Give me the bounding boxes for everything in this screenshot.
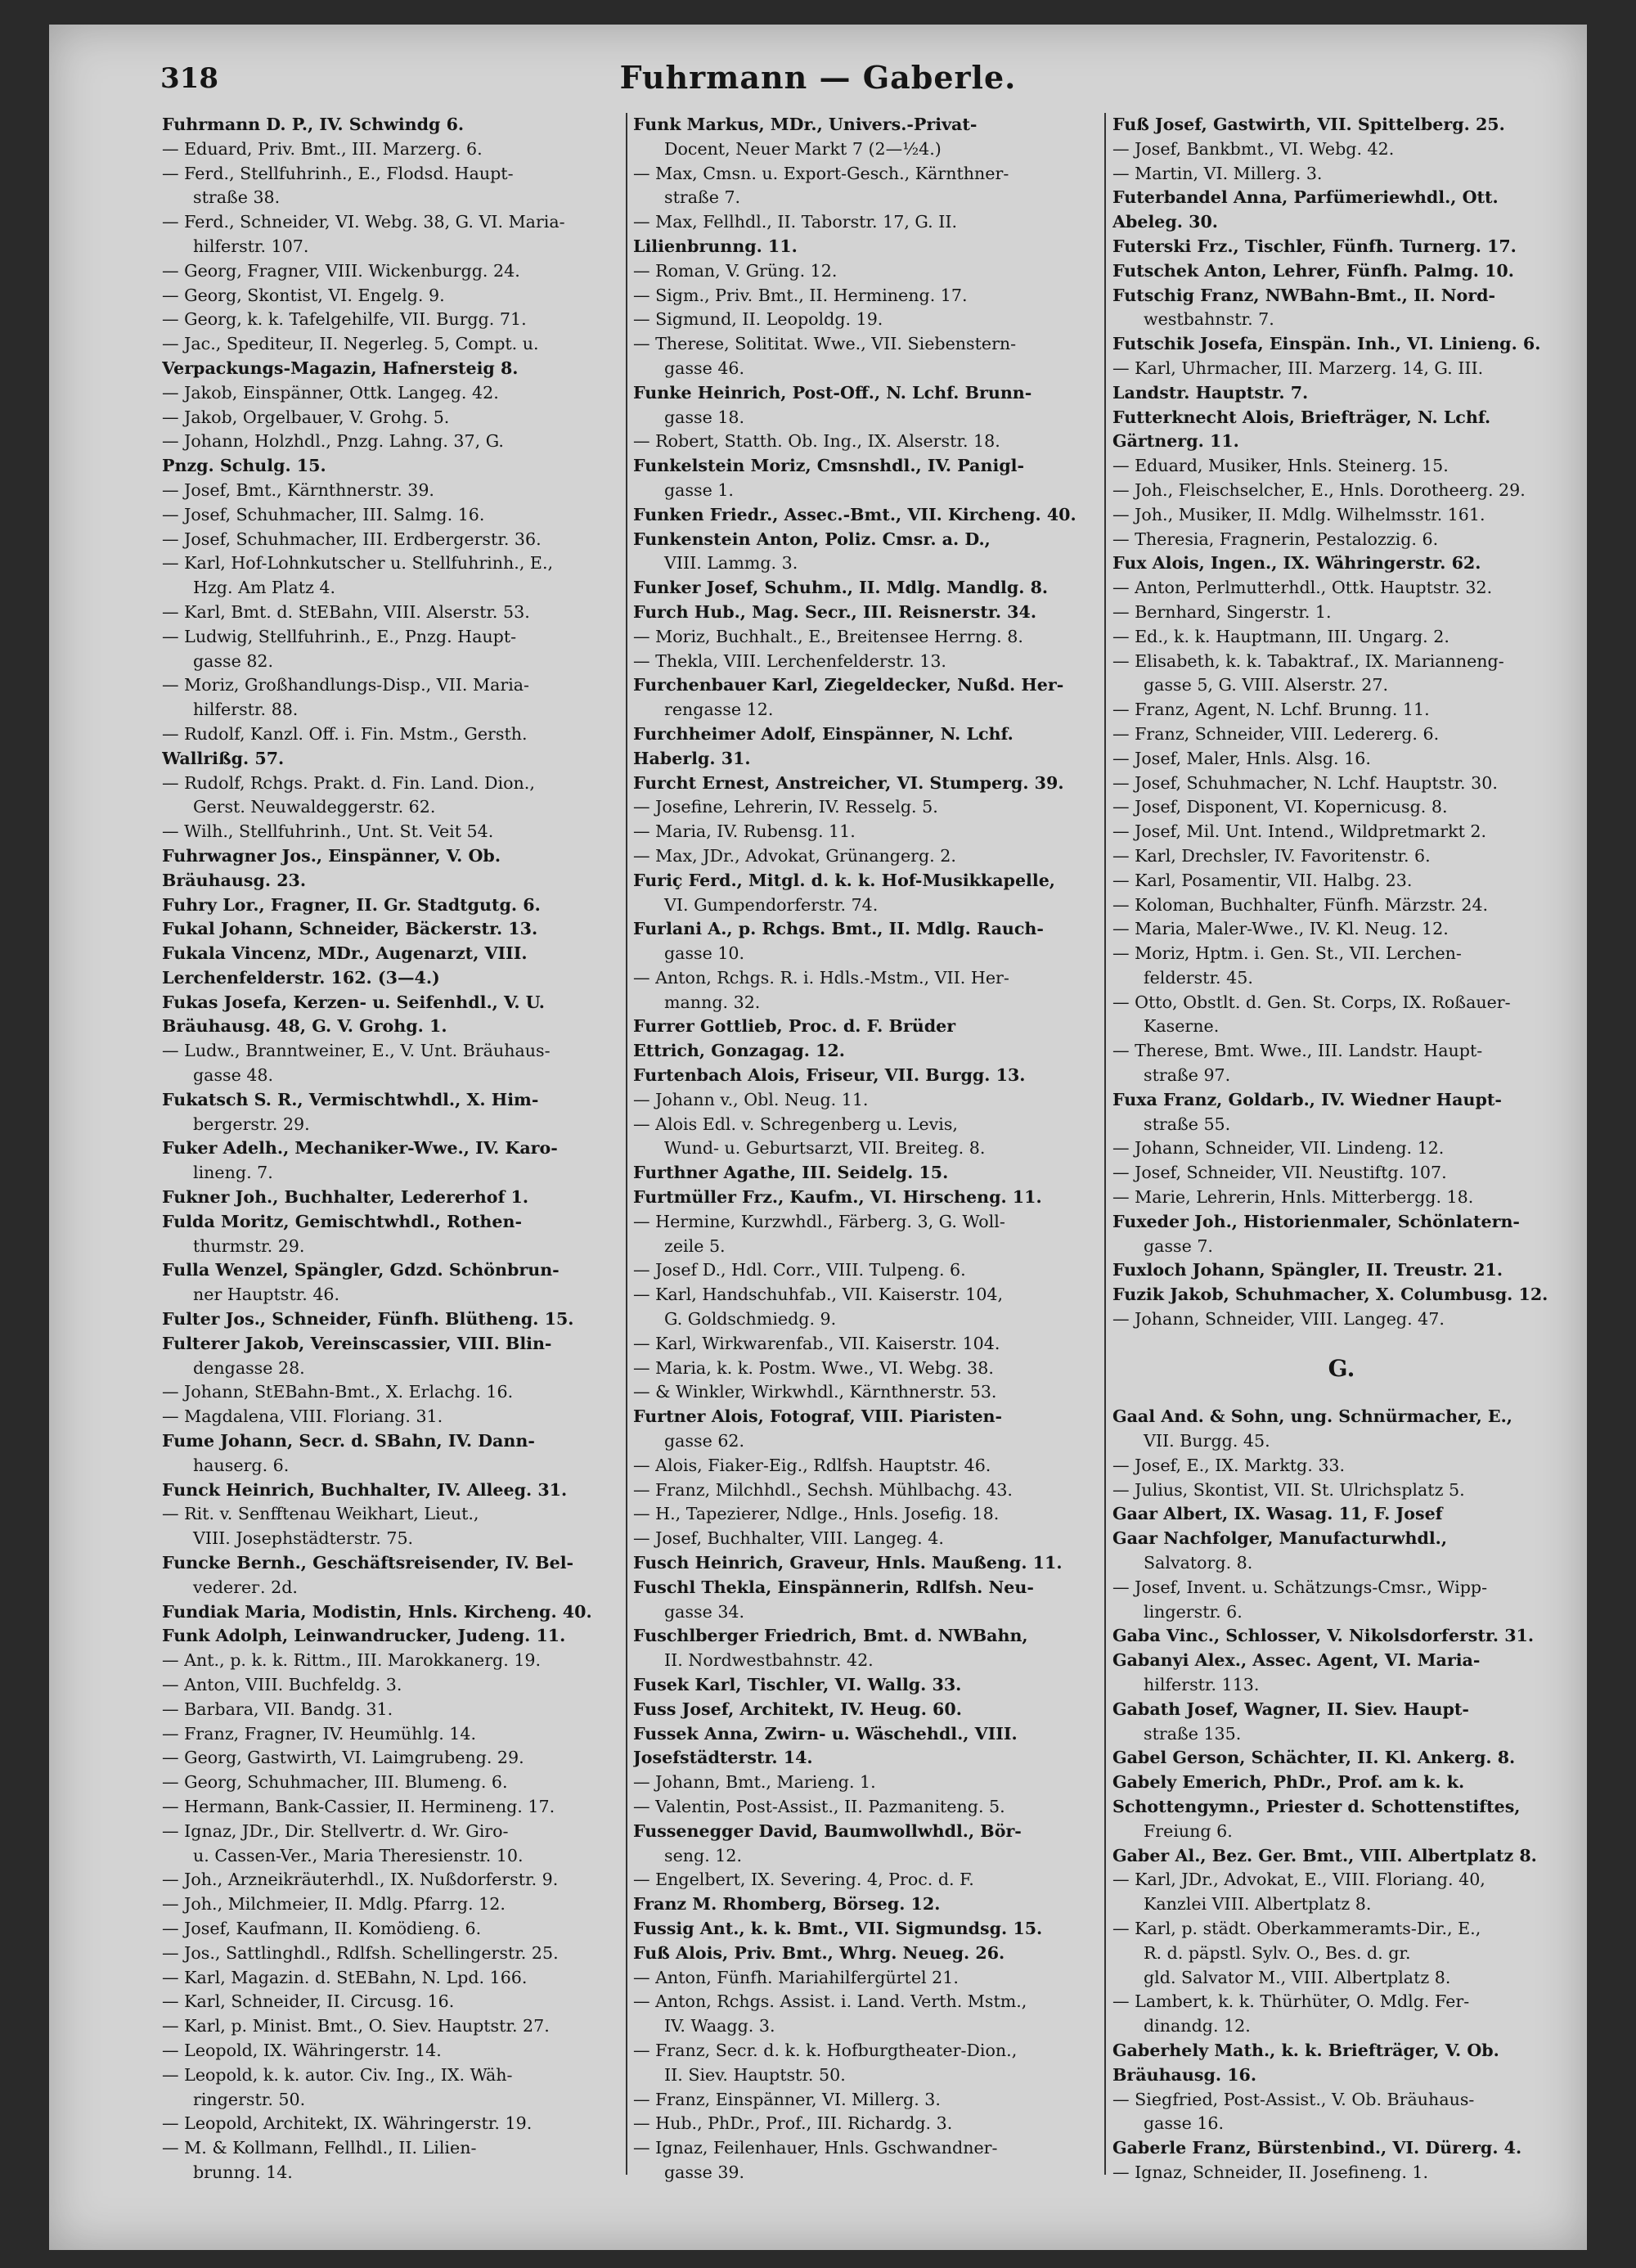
directory-line: Fulla Wenzel, Spängler, Gdzd. Schönbrun- xyxy=(162,1260,560,1280)
directory-line: — Josef, Schuhmacher, III. Salmg. 16. xyxy=(162,504,485,524)
directory-line: Fundiak Maria, Modistin, Hnls. Kircheng. 40. xyxy=(162,1601,592,1622)
directory-line: Furchheimer Adolf, Einspänner, N. Lchf. xyxy=(633,723,1014,744)
directory-line: Funker Josef, Schuhm., II. Mdlg. Mandlg. 8. xyxy=(633,578,1049,598)
directory-line: — Georg, Fragner, VIII. Wickenburgg. 24. xyxy=(162,260,520,281)
directory-line: — Anton, Perlmutterhdl., Ottk. Hauptstr. 32. xyxy=(1112,578,1493,598)
directory-line: Wallrißg. 57. xyxy=(162,748,285,768)
directory-line: — Eduard, Musiker, Hnls. Steinerg. 15. xyxy=(1112,456,1449,476)
directory-line: Furlani A., p. Rchgs. Bmt., II. Mdlg. Rauch- xyxy=(633,919,1044,939)
directory-line: Furthner Agathe, III. Seidelg. 15. xyxy=(633,1163,949,1183)
directory-line: — Ant., p. k. k. Rittm., III. Marokkanerg. 19. xyxy=(162,1650,542,1671)
directory-line: — Koloman, Buchhalter, Fünfh. Märzstr. 24. xyxy=(1112,894,1489,915)
directory-line: Gabel Gerson, Schächter, II. Kl. Ankerg. 8. xyxy=(1112,1748,1516,1768)
directory-line: bergerstr. 29. xyxy=(193,1114,310,1134)
directory-line: Funk Markus, MDr., Univers.-Privat- xyxy=(633,115,978,134)
directory-line: Fukatsch S. R., Vermischtwhdl., X. Him- xyxy=(162,1089,539,1109)
directory-line: — Rudolf, Rchgs. Prakt. d. Fin. Land. Dion., xyxy=(162,772,535,793)
directory-line: — Julius, Skontist, VII. St. Ulrichsplatz 5. xyxy=(1112,1479,1465,1500)
directory-line: Gaar Nachfolger, Manufacturwhdl., xyxy=(1112,1528,1448,1549)
directory-line: — Hermann, Bank-Cassier, II. Hermineng. 17. xyxy=(162,1796,555,1816)
directory-line: VIII. Josephstädterstr. 75. xyxy=(193,1528,414,1549)
directory-line: — Franz, Milchhdl., Sechsh. Mühlbachg. 43. xyxy=(633,1479,1013,1500)
directory-line: u. Cassen-Ver., Maria Theresienstr. 10. xyxy=(193,1845,524,1865)
directory-line: Fuß Alois, Priv. Bmt., Whrg. Neueg. 26. xyxy=(633,1942,1005,1963)
directory-line: — Joh., Musiker, II. Mdlg. Wilhelmsstr. 161. xyxy=(1112,504,1485,524)
directory-line: — Ed., k. k. Hauptmann, III. Ungarg. 2. xyxy=(1112,626,1449,646)
directory-line: — Theresia, Fragnerin, Pestalozzig. 6. xyxy=(1112,529,1439,549)
directory-line: Fukala Vincenz, MDr., Augenarzt, VIII. xyxy=(162,943,528,964)
directory-line: gasse 48. xyxy=(193,1065,274,1086)
directory-line: Fusch Heinrich, Graveur, Hnls. Maußeng. 11. xyxy=(633,1553,1063,1573)
directory-line: — Johann v., Obl. Neug. 11. xyxy=(633,1089,869,1109)
directory-line: Funkenstein Anton, Poliz. Cmsr. a. D., xyxy=(633,529,991,549)
directory-line: Fuhrmann D. P., IV. Schwindg 6. xyxy=(162,115,465,134)
directory-line: — Anton, VIII. Buchfeldg. 3. xyxy=(162,1675,402,1694)
directory-line: gasse 16. xyxy=(1144,2113,1225,2134)
directory-line: — Elisabeth, k. k. Tabaktraf., IX. Marianneng- xyxy=(1112,650,1504,671)
directory-line: — Hermine, Kurzwhdl., Färberg. 3, G. Woll- xyxy=(633,1211,1005,1231)
directory-line: — Karl, Wirkwarenfab., VII. Kaiserstr. 104. xyxy=(633,1333,1000,1353)
directory-line: Gerst. Neuwaldeggerstr. 62. xyxy=(193,797,436,817)
directory-line: II. Nordwestbahnstr. 42. xyxy=(664,1650,874,1671)
directory-line: Haberlg. 31. xyxy=(633,748,751,768)
directory-line: straße 135. xyxy=(1144,1723,1242,1744)
directory-line: Gabanyi Alex., Assec. Agent, VI. Maria- xyxy=(1112,1650,1481,1671)
directory-line: hilferstr. 88. xyxy=(193,700,299,720)
directory-line: — Johann, StEBahn-Bmt., X. Erlachg. 16. xyxy=(162,1382,514,1402)
directory-line: — Karl, p. Minist. Bmt., O. Siev. Hauptstr. 27. xyxy=(162,2016,550,2036)
directory-line: — Joh., Fleischselcher, E., Hnls. Dorotheerg. 29. xyxy=(1112,479,1526,500)
column-3 xyxy=(1112,113,1571,2185)
directory-line: — Karl, Uhrmacher, III. Marzerg. 14, G. III. xyxy=(1112,358,1484,378)
directory-line: gasse 18. xyxy=(664,407,745,427)
directory-line: Salvatorg. 8. xyxy=(1144,1553,1253,1573)
directory-line: — Max, JDr., Advokat, Grünangerg. 2. xyxy=(633,845,956,866)
directory-line: VI. Gumpendorferstr. 74. xyxy=(664,894,879,915)
directory-line: — Karl, Hof-Lohnkutscher u. Stellfuhrinh., E., xyxy=(162,553,554,574)
directory-line: gasse 82. xyxy=(193,650,274,671)
directory-line: — Barbara, VII. Bandg. 31. xyxy=(162,1699,393,1719)
directory-line: VII. Burgg. 45. xyxy=(1144,1431,1270,1451)
directory-line: Fuzik Jakob, Schuhmacher, X. Columbusg. 12. xyxy=(1112,1285,1548,1305)
directory-line: Funck Heinrich, Buchhalter, IV. Alleeg. 31. xyxy=(162,1479,568,1500)
directory-line: — Georg, Schuhmacher, III. Blumeng. 6. xyxy=(162,1772,508,1793)
directory-line: — Valentin, Post-Assist., II. Pazmaniteng. 5. xyxy=(633,1796,1005,1816)
directory-line: — Anton, Fünfh. Mariahilfergürtel 21. xyxy=(633,1967,959,1987)
directory-line: gasse 46. xyxy=(664,358,745,378)
directory-line xyxy=(1112,1332,1571,1357)
directory-line: — Moriz, Großhandlungs-Disp., VII. Maria- xyxy=(162,675,530,695)
directory-line: gasse 1. xyxy=(664,479,734,500)
directory-line: straße 38. xyxy=(193,187,281,208)
directory-line: R. d. päpstl. Sylv. O., Bes. d. gr. xyxy=(1144,1942,1411,1963)
directory-line: — Ferd., Schneider, VI. Webg. 38, G. VI. Maria- xyxy=(162,212,565,232)
directory-line: hilferstr. 107. xyxy=(193,236,309,256)
directory-line: — Ignaz, Schneider, II. Josefineng. 1. xyxy=(1112,2162,1429,2182)
directory-line: — Josef, Bmt., Kärnthnerstr. 39. xyxy=(162,479,434,500)
directory-line: straße 7. xyxy=(664,187,741,208)
directory-line: — Josef, Disponent, VI. Kopernicusg. 8. xyxy=(1112,797,1448,817)
directory-line xyxy=(1112,1380,1571,1405)
directory-line: — Maria, Maler-Wwe., IV. Kl. Neug. 12. xyxy=(1112,919,1449,939)
directory-line: hauserg. 6. xyxy=(193,1455,290,1475)
directory-line: Furchenbauer Karl, Ziegeldecker, Nußd. Her- xyxy=(633,675,1064,695)
directory-line: dengasse 28. xyxy=(193,1357,305,1378)
directory-line: Fulter Jos., Schneider, Fünfh. Blütheng. 15. xyxy=(162,1309,574,1330)
directory-line: — Eduard, Priv. Bmt., III. Marzerg. 6. xyxy=(162,138,483,159)
directory-line: Gaberhely Math., k. k. Briefträger, V. Ob. xyxy=(1112,2040,1499,2060)
directory-line: Fusek Karl, Tischler, VI. Wallg. 33. xyxy=(633,1675,962,1694)
directory-line: Ettrich, Gonzagag. 12. xyxy=(633,1041,845,1061)
directory-line: Gaber Al., Bez. Ger. Bmt., VIII. Albertplatz 8. xyxy=(1112,1845,1537,1865)
directory-line: — & Winkler, Wirkwhdl., Kärnthnerstr. 53. xyxy=(633,1382,997,1402)
directory-line: Kanzlei VIII. Albertplatz 8. xyxy=(1144,1894,1372,1915)
directory-line: Furtmüller Frz., Kaufm., VI. Hirscheng. 11. xyxy=(633,1187,1042,1208)
directory-line: — Josef, Schuhmacher, III. Erdbergerstr. 36. xyxy=(162,529,542,549)
directory-line: — Josef, Kaufmann, II. Komödieng. 6. xyxy=(162,1918,482,1938)
directory-line: Funk Adolph, Leinwandrucker, Judeng. 11. xyxy=(162,1626,566,1646)
directory-line: — Ferd., Stellfuhrinh., E., Flodsd. Haupt- xyxy=(162,163,514,183)
page-number: 318 xyxy=(160,62,218,95)
directory-line: — Sigm., Priv. Bmt., II. Hermineng. 17. xyxy=(633,285,968,305)
directory-line: — Rudolf, Kanzl. Off. i. Fin. Mstm., Gersth. xyxy=(162,723,528,744)
directory-line: Schottengymn., Priester d. Schottenstiftes, xyxy=(1112,1796,1521,1816)
directory-line: G. Goldschmiedg. 9. xyxy=(664,1309,837,1330)
directory-line: Furrer Gottlieb, Proc. d. F. Brüder xyxy=(633,1016,956,1037)
directory-line: Fuschlberger Friedrich, Bmt. d. NWBahn, xyxy=(633,1626,1028,1646)
directory-line: rengasse 12. xyxy=(664,700,774,720)
directory-line: Fussenegger David, Baumwollwhdl., Bör- xyxy=(633,1820,1022,1841)
directory-line: manng. 32. xyxy=(664,992,761,1012)
section-heading: G. xyxy=(1328,1356,1355,1381)
directory-line: Funkelstein Moriz, Cmsnshdl., IV. Panigl- xyxy=(633,456,1025,476)
directory-line: — Martin, VI. Millerg. 3. xyxy=(1112,163,1323,183)
directory-line: Freiung 6. xyxy=(1144,1820,1233,1841)
directory-line: — Siegfried, Post-Assist., V. Ob. Bräuhaus- xyxy=(1112,2089,1475,2109)
directory-line: II. Siev. Hauptstr. 50. xyxy=(664,2064,846,2085)
directory-line: seng. 12. xyxy=(664,1845,743,1865)
directory-line: — Jos., Sattlinghdl., Rdlfsh. Schellingerstr. 25. xyxy=(162,1942,559,1963)
directory-line: Abeleg. 30. xyxy=(1112,212,1218,232)
directory-line: Fussek Anna, Zwirn- u. Wäschehdl., VIII. xyxy=(633,1723,1018,1744)
directory-line: — Ignaz, Feilenhauer, Hnls. Gschwandner- xyxy=(633,2138,998,2158)
directory-line: — Josefine, Lehrerin, IV. Resselg. 5. xyxy=(633,797,938,817)
directory-line: Hzg. Am Platz 4. xyxy=(193,578,336,598)
directory-line: — H., Tapezierer, Ndlge., Hnls. Josefig. 18. xyxy=(633,1504,1000,1524)
directory-line: dinandg. 12. xyxy=(1144,2016,1251,2036)
directory-line: — Georg, k. k. Tafelgehilfe, VII. Burgg. 71. xyxy=(162,309,527,330)
directory-line: hilferstr. 113. xyxy=(1144,1675,1260,1694)
directory-line: Furcht Ernest, Anstreicher, VI. Stumperg. 39. xyxy=(633,772,1064,793)
directory-line: — Josef, Buchhalter, VIII. Langeg. 4. xyxy=(633,1528,944,1549)
directory-line: — Karl, Magazin. d. StEBahn, N. Lpd. 166. xyxy=(162,1967,528,1987)
directory-line: Josefstädterstr. 14. xyxy=(633,1748,813,1768)
directory-line: — Franz, Schneider, VIII. Ledererg. 6. xyxy=(1112,723,1440,744)
directory-line: — Therese, Bmt. Wwe., III. Landstr. Haupt- xyxy=(1112,1041,1483,1061)
column-2 xyxy=(633,113,1091,2185)
directory-line: Verpackungs-Magazin, Hafnersteig 8. xyxy=(162,358,519,378)
directory-line: — Johann, Holzhdl., Pnzg. Lahng. 37, G. xyxy=(162,431,504,452)
directory-line: gasse 34. xyxy=(664,1601,745,1622)
directory-line: VIII. Lammg. 3. xyxy=(664,553,798,574)
directory-line: Fuß Josef, Gastwirth, VII. Spittelberg. 25. xyxy=(1112,115,1505,134)
directory-line: — Joh., Milchmeier, II. Mdlg. Pfarrg. 12. xyxy=(162,1894,506,1915)
directory-line: Gaal And. & Sohn, ung. Schnürmacher, E., xyxy=(1112,1406,1512,1427)
directory-line: — Josef, Schneider, VII. Neustiftg. 107. xyxy=(1112,1163,1447,1183)
directory-line: Fukas Josefa, Kerzen- u. Seifenhdl., V. U. xyxy=(162,992,545,1012)
directory-line: — Josef, Maler, Hnls. Alsg. 16. xyxy=(1112,748,1371,768)
directory-line: — Josef, E., IX. Marktg. 33. xyxy=(1112,1455,1346,1475)
directory-line: — Jakob, Einspänner, Ottk. Langeg. 42. xyxy=(162,382,499,403)
directory-line: Fukner Joh., Buchhalter, Ledererhof 1. xyxy=(162,1187,529,1208)
directory-line: Wund- u. Geburtsarzt, VII. Breiteg. 8. xyxy=(664,1138,986,1159)
directory-line: — Franz, Secr. d. k. k. Hofburgtheater-Dion., xyxy=(633,2040,1018,2060)
directory-line: ner Hauptstr. 46. xyxy=(193,1285,340,1305)
directory-line: Funken Friedr., Assec.-Bmt., VII. Kircheng. 40. xyxy=(633,504,1076,524)
directory-line: gasse 39. xyxy=(664,2162,745,2182)
directory-line: — Karl, Drechsler, IV. Favoritenstr. 6. xyxy=(1112,845,1431,866)
directory-line: — Bernhard, Singerstr. 1. xyxy=(1112,601,1332,622)
directory-line: Funke Heinrich, Post-Off., N. Lchf. Brunn- xyxy=(633,382,1032,403)
directory-line: — Rit. v. Senfftenau Weikhart, Lieut., xyxy=(162,1504,479,1524)
directory-line: — Leopold, k. k. autor. Civ. Ing., IX. Wäh- xyxy=(162,2064,513,2085)
directory-line: Futschig Franz, NWBahn-Bmt., II. Nord- xyxy=(1112,285,1496,305)
directory-line: IV. Waagg. 3. xyxy=(664,2016,775,2036)
directory-line: gld. Salvator M., VIII. Albertplatz 8. xyxy=(1144,1967,1451,1987)
directory-line: Fuss Josef, Architekt, IV. Heug. 60. xyxy=(633,1699,962,1719)
directory-line: — Georg, Skontist, VI. Engelg. 9. xyxy=(162,285,445,305)
page-title: Fuhrmann — Gaberle. xyxy=(619,59,1017,96)
directory-line: — Alois, Fiaker-Eig., Rdlfsh. Hauptstr. 46. xyxy=(633,1455,991,1475)
directory-line: — Josef, Schuhmacher, N. Lchf. Hauptstr. 30. xyxy=(1112,772,1498,793)
directory-line: thurmstr. 29. xyxy=(193,1235,305,1256)
directory-line: — Johann, Schneider, VIII. Langeg. 47. xyxy=(1112,1309,1445,1330)
directory-line: — Sigmund, II. Leopoldg. 19. xyxy=(633,309,883,330)
directory-line: — Jakob, Orgelbauer, V. Grohg. 5. xyxy=(162,407,450,427)
directory-line: Fux Alois, Ingen., IX. Währingerstr. 62. xyxy=(1112,553,1481,574)
directory-line: — Marie, Lehrerin, Hnls. Mitterbergg. 18. xyxy=(1112,1187,1474,1208)
column-divider xyxy=(1104,113,1106,2175)
directory-line: Bräuhausg. 48, G. V. Grohg. 1. xyxy=(162,1016,447,1037)
directory-line: — Moriz, Buchhalt., E., Breitensee Herrng. 8. xyxy=(633,626,1023,646)
directory-line: — Wilh., Stellfuhrinh., Unt. St. Veit 54. xyxy=(162,821,494,842)
directory-line: — Hub., PhDr., Prof., III. Richardg. 3. xyxy=(633,2113,953,2134)
directory-line: — Joh., Arzneikräuterhdl., IX. Nußdorferstr. 9. xyxy=(162,1870,559,1890)
directory-line: — Max, Cmsn. u. Export-Gesch., Kärnthner- xyxy=(633,163,1009,183)
directory-line: Docent, Neuer Markt 7 (2—½4.) xyxy=(664,138,942,159)
directory-line: Fuxloch Johann, Spängler, II. Treustr. 21. xyxy=(1112,1260,1503,1280)
directory-line: Futschik Josefa, Einspän. Inh., VI. Linieng. 6. xyxy=(1112,334,1541,354)
directory-line: gasse 7. xyxy=(1144,1235,1213,1256)
directory-line: Franz M. Rhomberg, Börseg. 12. xyxy=(633,1894,941,1915)
directory-line: — Engelbert, IX. Severing. 4, Proc. d. F. xyxy=(633,1870,974,1890)
directory-line: zeile 5. xyxy=(664,1235,726,1256)
directory-line: Pnzg. Schulg. 15. xyxy=(162,456,326,476)
directory-line: — Karl, Schneider, II. Circusg. 16. xyxy=(162,1991,455,2012)
directory-line: — Lambert, k. k. Thürhüter, O. Mdlg. Fer- xyxy=(1112,1991,1470,2012)
directory-line: Fussig Ant., k. k. Bmt., VII. Sigmundsg. 15. xyxy=(633,1918,1043,1938)
directory-line: Gabath Josef, Wagner, II. Siev. Haupt- xyxy=(1112,1699,1469,1719)
directory-line: — Ignaz, JDr., Dir. Stellvertr. d. Wr. Giro- xyxy=(162,1820,509,1841)
directory-line: — Thekla, VIII. Lerchenfelderstr. 13. xyxy=(633,650,946,671)
directory-line: Lilienbrunng. 11. xyxy=(633,236,798,256)
directory-line: brunng. 14. xyxy=(193,2162,293,2182)
directory-line: felderstr. 45. xyxy=(1144,967,1253,988)
directory-line: Bräuhausg. 23. xyxy=(162,870,307,890)
column-1 xyxy=(162,113,620,2185)
directory-line: — Josef, Bankbmt., VI. Webg. 42. xyxy=(1112,138,1395,159)
directory-line: — Franz, Einspänner, VI. Millerg. 3. xyxy=(633,2089,941,2109)
directory-line: straße 97. xyxy=(1144,1065,1231,1086)
directory-line: straße 55. xyxy=(1144,1114,1231,1134)
directory-line: Fuhry Lor., Fragner, II. Gr. Stadtgutg. 6. xyxy=(162,894,541,915)
directory-line: — Franz, Agent, N. Lchf. Brunng. 11. xyxy=(1112,700,1430,720)
directory-line: — Josef D., Hdl. Corr., VIII. Tulpeng. 6. xyxy=(633,1260,966,1280)
directory-line: Fume Johann, Secr. d. SBahn, IV. Dann- xyxy=(162,1431,535,1451)
directory-line: — Franz, Fragner, IV. Heumühlg. 14. xyxy=(162,1723,477,1744)
directory-line: gasse 62. xyxy=(664,1431,745,1451)
directory-line: — Maria, k. k. Postm. Wwe., VI. Webg. 38. xyxy=(633,1357,994,1378)
directory-line: — Karl, Posamentir, VII. Halbg. 23. xyxy=(1112,870,1413,890)
directory-line: — Karl, JDr., Advokat, E., VIII. Floriang. 40, xyxy=(1112,1870,1485,1890)
column-divider xyxy=(626,113,627,2175)
directory-line: Futschek Anton, Lehrer, Fünfh. Palmg. 10. xyxy=(1112,260,1514,281)
directory-line: — Roman, V. Grüng. 12. xyxy=(633,260,838,281)
directory-line: Lerchenfelderstr. 162. (3—4.) xyxy=(162,967,440,988)
directory-line: Futerski Frz., Tischler, Fünfh. Turnerg. 17. xyxy=(1112,236,1517,256)
directory-line: Fuxa Franz, Goldarb., IV. Wiedner Haupt- xyxy=(1112,1089,1502,1109)
directory-page xyxy=(49,25,1587,2250)
directory-line: Fuker Adelh., Mechaniker-Wwe., IV. Karo- xyxy=(162,1138,558,1159)
directory-line: Fuxeder Joh., Historienmaler, Schönlatern- xyxy=(1112,1211,1520,1231)
directory-line: — Magdalena, VIII. Floriang. 31. xyxy=(162,1406,443,1427)
directory-line: — Maria, IV. Rubensg. 11. xyxy=(633,821,856,842)
directory-line: — Robert, Statth. Ob. Ing., IX. Alserstr. 18. xyxy=(633,431,1000,452)
directory-line: — Ludwig, Stellfuhrinh., E., Pnzg. Haupt- xyxy=(162,626,517,646)
directory-line: — Leopold, IX. Währingerstr. 14. xyxy=(162,2040,442,2060)
directory-line: — Moriz, Hptm. i. Gen. St., VII. Lerchen- xyxy=(1112,943,1462,964)
directory-line: Fuschl Thekla, Einspännerin, Rdlfsh. Neu- xyxy=(633,1577,1034,1597)
directory-line: — Jac., Spediteur, II. Negerleg. 5, Compt. u. xyxy=(162,334,539,354)
directory-line: Gabely Emerich, PhDr., Prof. am k. k. xyxy=(1112,1772,1465,1793)
directory-line: Fuhrwagner Jos., Einspänner, V. Ob. xyxy=(162,845,501,866)
directory-line: — Josef, Mil. Unt. Intend., Wildpretmarkt 2. xyxy=(1112,821,1487,842)
directory-line: — Anton, Rchgs. Assist. i. Land. Verth. Mstm., xyxy=(633,1991,1027,2012)
directory-line: gasse 5, G. VIII. Alserstr. 27. xyxy=(1144,675,1389,695)
directory-line: Gärtnerg. 11. xyxy=(1112,431,1239,452)
directory-line: — Josef, Invent. u. Schätzungs-Cmsr., Wipp- xyxy=(1112,1577,1488,1597)
directory-line: Gaba Vinc., Schlosser, V. Nikolsdorferstr. 31. xyxy=(1112,1626,1535,1646)
directory-line: Gaar Albert, IX. Wasag. 11, F. Josef xyxy=(1112,1504,1443,1524)
directory-line: lingerstr. 6. xyxy=(1144,1601,1243,1622)
directory-line: ringerstr. 50. xyxy=(193,2089,306,2109)
directory-line: Landstr. Hauptstr. 7. xyxy=(1112,382,1309,403)
directory-line: — Leopold, Architekt, IX. Währingerstr. 19. xyxy=(162,2113,533,2134)
directory-line: Bräuhausg. 16. xyxy=(1112,2064,1257,2085)
directory-line: lineng. 7. xyxy=(193,1163,273,1183)
directory-line: westbahnstr. 7. xyxy=(1144,309,1274,330)
directory-line: Gaberle Franz, Bürstenbind., VI. Dürerg. 4. xyxy=(1112,2138,1522,2158)
directory-line: Funcke Bernh., Geschäftsreisender, IV. Bel- xyxy=(162,1553,574,1573)
directory-line: Furiç Ferd., Mitgl. d. k. k. Hof-Musikkapelle, xyxy=(633,870,1055,890)
directory-line: Fulda Moritz, Gemischtwhdl., Rothen- xyxy=(162,1211,523,1231)
directory-line: Furtenbach Alois, Friseur, VII. Burgg. 13. xyxy=(633,1065,1026,1086)
directory-line: — Otto, Obstlt. d. Gen. St. Corps, IX. Roßauer- xyxy=(1112,992,1511,1012)
directory-line: Futterknecht Alois, Briefträger, N. Lchf. xyxy=(1112,407,1491,427)
directory-line: — Therese, Solititat. Wwe., VII. Siebenstern- xyxy=(633,334,1017,354)
directory-line: — Georg, Gastwirth, VI. Laimgrubeng. 29. xyxy=(162,1748,524,1768)
directory-line: — Anton, Rchgs. R. i. Hdls.-Mstm., VII. Her- xyxy=(633,967,1009,988)
directory-line: — Johann, Schneider, VII. Lindeng. 12. xyxy=(1112,1138,1445,1159)
directory-line: — M. & Kollmann, Fellhdl., II. Lilien- xyxy=(162,2138,477,2158)
directory-line: Fulterer Jakob, Vereinscassier, VIII. Blin- xyxy=(162,1333,552,1353)
directory-line: vederег. 2d. xyxy=(193,1577,298,1597)
directory-line: — Max, Fellhdl., II. Taborstr. 17, G. II. xyxy=(633,212,958,232)
directory-line: — Alois Edl. v. Schregenberg u. Levis, xyxy=(633,1114,958,1134)
directory-line: Kaserne. xyxy=(1144,1016,1220,1037)
directory-line: gasse 10. xyxy=(664,943,745,964)
page-header xyxy=(49,25,1587,96)
directory-line: Furtner Alois, Fotograf, VIII. Piaristen- xyxy=(633,1406,1003,1427)
directory-line: — Johann, Bmt., Marieng. 1. xyxy=(633,1772,876,1793)
directory-line: — Ludw., Branntweiner, E., V. Unt. Bräuhaus- xyxy=(162,1041,551,1061)
directory-line: — Karl, Handschuhfab., VII. Kaiserstr. 104, xyxy=(633,1285,1004,1305)
directory-line: — Karl, Bmt. d. StEBahn, VIII. Alserstr. 53. xyxy=(162,601,530,622)
directory-line: Furch Hub., Mag. Secr., III. Reisnerstr. 34. xyxy=(633,601,1036,622)
directory-line: Fukal Johann, Schneider, Bäckerstr. 13. xyxy=(162,919,538,939)
directory-line: Futerbandel Anna, Parfümeriewhdl., Ott. xyxy=(1112,187,1499,208)
directory-line: — Karl, p. städt. Oberkammeramts-Dir., E., xyxy=(1112,1918,1481,1938)
